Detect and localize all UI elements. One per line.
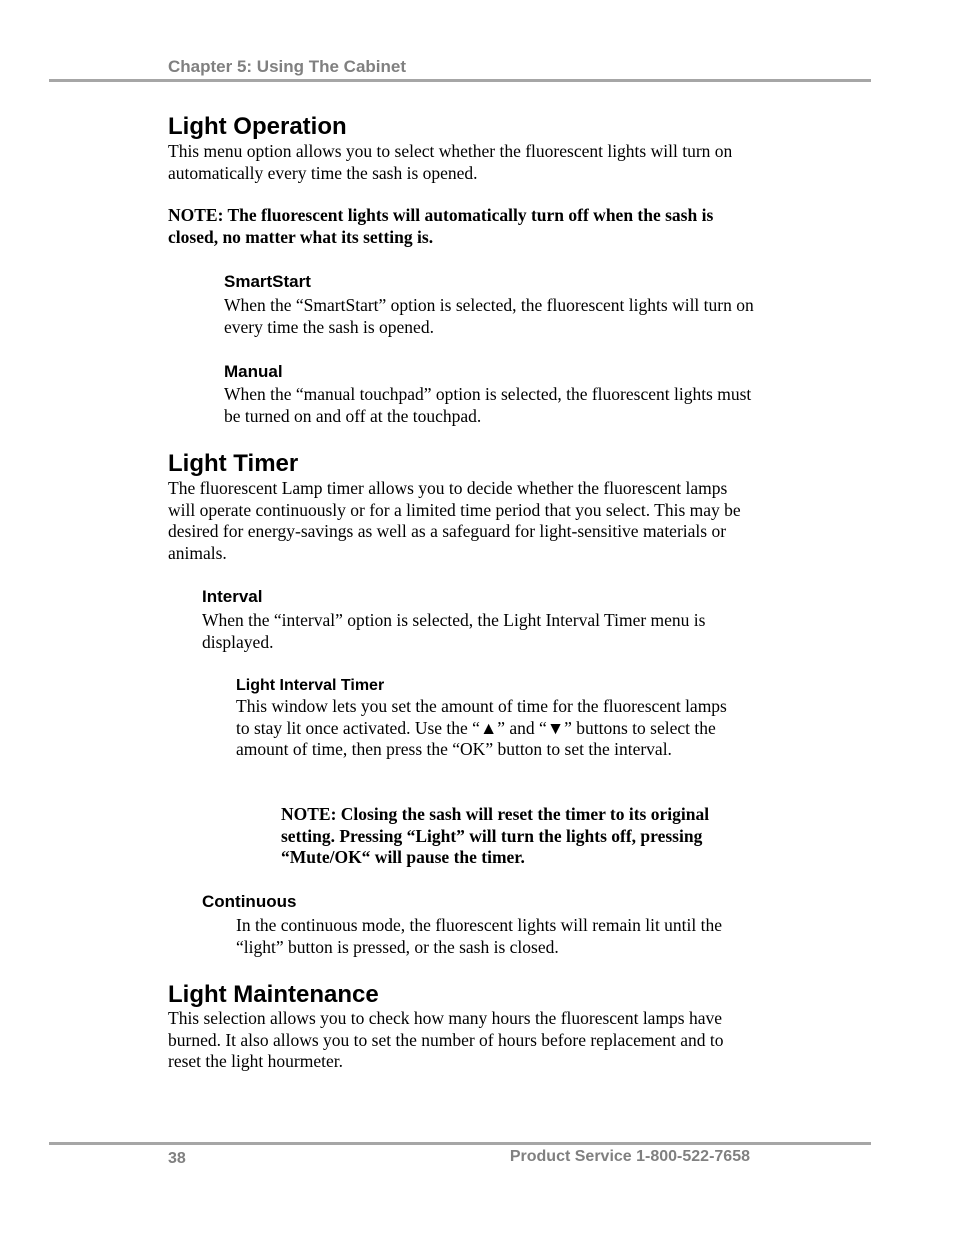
light-operation-body: This menu option allows you to select whether the fluorescent lights will turn on automatically every time the sash is opened.	[168, 141, 733, 183]
interval-heading: Interval	[202, 587, 263, 606]
manual-body: When the “manual touchpad” option is selected, the fluorescent lights must be turned on and off at the touchpad.	[224, 384, 752, 426]
continuous-body: In the continuous mode, the fluorescent lights will remain lit until the “light” button is pressed, or the sash is closed.	[236, 915, 723, 957]
page-number: 38	[168, 1150, 186, 1167]
manual-heading: Manual	[224, 362, 283, 381]
light-interval-timer-heading: Light Interval Timer	[236, 677, 385, 694]
interval-body: When the “interval” option is selected, the Light Interval Timer menu is displayed.	[202, 610, 706, 652]
light-maintenance-body: This selection allows you to check how many hours the fluorescent lamps have burned. It also allows you to set the number of hours before replacement and to reset the light hourmeter.	[168, 1008, 724, 1072]
light-operation-heading: Light Operation	[168, 113, 347, 140]
light-timer-body: The fluorescent Lamp timer allows you to decide whether the fluorescent lamps will operate continuously or for a limited time period that you select. This may be desired for energy-savings as well as a safeguard for light-sensitive materials or animals.	[168, 478, 741, 563]
continuous-heading: Continuous	[202, 892, 297, 911]
light-interval-timer-note: NOTE: Closing the sash will reset the timer to its original setting. Pressing “Light” will turn the lights off, pressing “Mute/OK“ will pause the timer.	[281, 804, 710, 868]
light-interval-timer-body: This window lets you set the amount of time for the fluorescent lamps to stay lit once activated. Use the “▲” and “▼” buttons to select the amount of time, then press the “OK” button to set the interval.	[236, 696, 727, 760]
footer-rule	[49, 1142, 871, 1145]
light-timer-heading: Light Timer	[168, 450, 299, 477]
smartstart-heading: SmartStart	[224, 272, 311, 291]
light-maintenance-heading: Light Maintenance	[168, 981, 379, 1008]
light-operation-note: NOTE: The fluorescent lights will automatically turn off when the sash is closed, no matter what its setting is.	[168, 205, 714, 247]
product-service-phone: Product Service 1-800-522-7658	[509, 1148, 750, 1165]
chapter-header: Chapter 5: Using The Cabinet	[168, 57, 407, 76]
header-rule	[49, 79, 871, 82]
smartstart-body: When the “SmartStart” option is selected, the fluorescent lights will turn on every time the sash is opened.	[224, 295, 754, 337]
